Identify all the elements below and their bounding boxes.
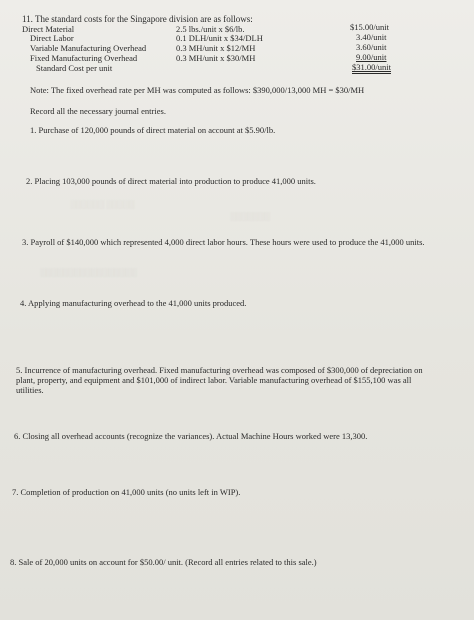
cost-row-label: Direct Material <box>22 24 75 34</box>
cost-row-label: Variable Manufacturing Overhead <box>30 43 147 53</box>
journal-item-1: 1. Purchase of 120,000 pounds of direct material on account at $5.90/lb. <box>30 125 276 135</box>
bleed-through-text: ░░░░░░ ░░░░░ <box>70 200 135 209</box>
journal-item-5-line-2: plant, property, and equipment and $101,000 of indirect labor. Variable manufacturing overhead of $155,100 was all <box>16 375 412 385</box>
cost-row-amount: 9.00/unit <box>356 52 387 62</box>
journal-item-6: 6. Closing all overhead accounts (recognize the variances). Actual Machine Hours worked were 13,300. <box>14 431 368 441</box>
bleed-through-text: ░░░░░░░ <box>230 212 270 221</box>
journal-item-4: 4. Applying manufacturing overhead to the 41,000 units produced. <box>20 298 247 308</box>
journal-item-5-line-3: utilities. <box>16 385 44 395</box>
cost-row-amount: 3.40/unit <box>356 32 387 42</box>
cost-row-label: Fixed Manufacturing Overhead <box>30 53 138 63</box>
cost-row-label: Direct Labor <box>30 33 74 43</box>
journal-item-5-line-1: 5. Incurrence of manufacturing overhead. Fixed manufacturing overhead was composed of $300,000 of depreciation on <box>16 365 423 375</box>
cost-row-amount: $15.00/unit <box>350 22 389 32</box>
journal-item-3: 3. Payroll of $140,000 which represented 4,000 direct labor hours. These hours were used to produce the 41,000 units. <box>22 237 425 247</box>
cost-row-detail: 0.3 MH/unit x $12/MH <box>176 43 256 53</box>
problem-title: 11. The standard costs for the Singapore division are as follows: <box>22 14 253 24</box>
fixed-overhead-note: Note: The fixed overhead rate per MH was computed as follows: $390,000/13,000 MH = $30/MH <box>30 85 365 95</box>
journal-item-2: 2. Placing 103,000 pounds of direct material into production to produce 41,000 units. <box>26 176 316 186</box>
cost-row-detail: 2.5 lbs./unit x $6/lb. <box>176 24 245 34</box>
standard-cost-amount: $31.00/unit <box>352 62 391 72</box>
instruction-text: Record all the necessary journal entries. <box>30 106 166 116</box>
cost-row-amount: 3.60/unit <box>356 42 387 52</box>
journal-item-7: 7. Completion of production on 41,000 units (no units left in WIP). <box>12 487 241 497</box>
journal-item-8: 8. Sale of 20,000 units on account for $50.00/ unit. (Record all entries related to this sale.) <box>10 557 317 567</box>
bleed-through-text: ░░░░░░░░░░░░░░░░░ <box>40 268 137 277</box>
cost-row-detail: 0.1 DLH/unit x $34/DLH <box>176 33 263 43</box>
cost-row-detail: 0.3 MH/unit x $30/MH <box>176 53 256 63</box>
standard-cost-label: Standard Cost per unit <box>36 63 113 73</box>
